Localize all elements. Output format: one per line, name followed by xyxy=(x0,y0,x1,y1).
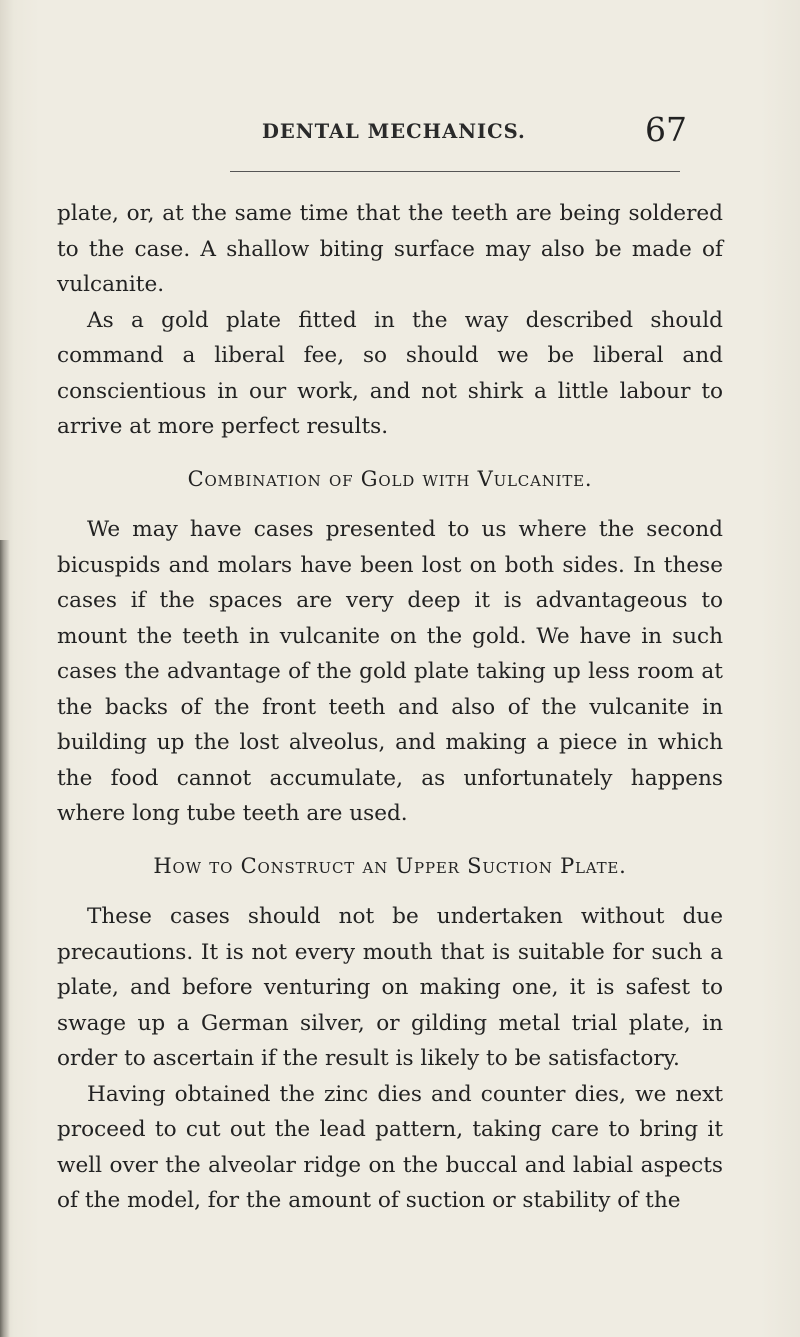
section-heading-gold-vulcanite: Combination of Gold with Vulcanite. xyxy=(187,466,593,491)
binding-gutter-shadow xyxy=(0,540,10,1337)
paragraph: Having obtained the zinc dies and counter dies, we next proceed to cut out the lead pattern, taking care to bring it well over the alveolar ridge on the buccal and labial aspects of the model, for the amount of suction or stability of the xyxy=(57,1081,723,1213)
paragraph-continued: plate, or, at the same time that the teeth are being soldered to the case. A shallow biting surface may also be made of vulcanite. xyxy=(57,201,723,297)
page-body xyxy=(57,196,723,1219)
running-head: DENTAL MECHANICS. xyxy=(262,120,526,143)
paragraph: These cases should not be undertaken without due precautions. It is not every mouth that is suitable for such a plate, and before venturing on making one, it is safest to swage up a German silver, or gilding metal trial plate, in order to ascertain if the result is likely to be satisfactory. xyxy=(57,904,723,1071)
header-rule xyxy=(230,171,680,172)
paragraph: We may have cases presented to us where the second bicuspids and molars have been lost on both sides. In these cases if the spaces are very deep it is advantageous to mount the teeth in vulcanite on the gold. We have in such cases the advantage of the gold plate taking up less room at the backs of the front teeth and also of the vulcanite in building up the lost alveolus, and making a piece in which the food cannot accumulate, as unfortunately happens where long tube teeth are used. xyxy=(57,517,723,826)
page-header xyxy=(0,110,800,150)
page-number: 67 xyxy=(645,110,687,149)
section-heading-suction-plate: How to Construct an Upper Suction Plate. xyxy=(153,853,627,878)
paragraph: As a gold plate fitted in the way described should command a liberal fee, so should we be liberal and conscientious in our work, and not shirk a little labour to arrive at more perfect results. xyxy=(57,307,723,439)
